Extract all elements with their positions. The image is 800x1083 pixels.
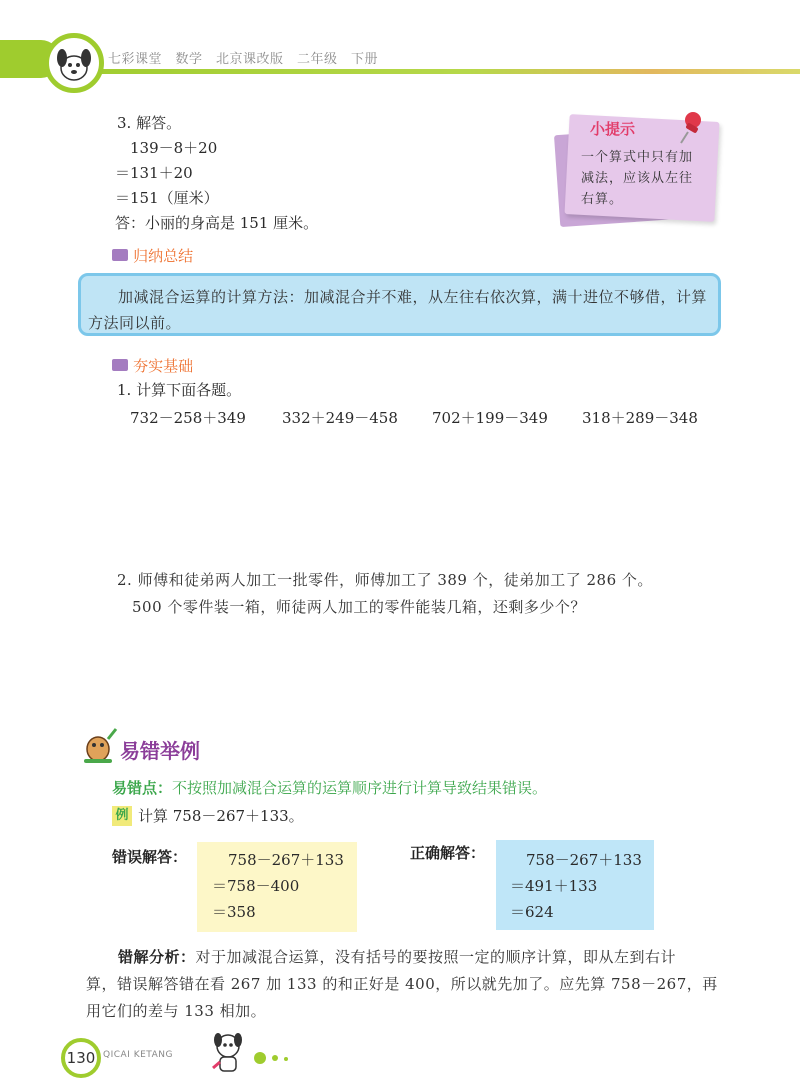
analysis-line1-row: [118, 944, 676, 971]
right-line-1: 758－267＋133: [526, 851, 642, 869]
header-title: 七彩课堂 数学 北京课改版 二年级 下册: [108, 52, 379, 67]
dog-mascot-icon: [208, 1030, 248, 1078]
mascot-pointer-icon: [78, 725, 118, 765]
mistakes-heading: 易错举例: [120, 739, 200, 763]
page-number: 130: [61, 1038, 101, 1078]
tip-title: 小提示: [590, 120, 636, 138]
expr-3: 702＋199－349: [432, 409, 548, 427]
footer-dot-large: [254, 1052, 266, 1064]
pushpin-icon: [676, 110, 706, 146]
mistake-point-row: [112, 778, 547, 798]
header-rule: [60, 69, 800, 74]
basics-heading: 夯实基础: [133, 357, 194, 375]
q3-line3: ＝151（厘米）: [115, 189, 219, 207]
wrong-line-1: 758－267＋133: [228, 851, 344, 869]
footer-brand: QICAI KETANG: [103, 1050, 173, 1060]
summary-text: 加减混合运算的计算方法：加减混合并不难，从左往右依次算，满十进位不够借，计算方法同以前。: [88, 288, 708, 332]
tip-text: 一个算式中只有加减法，应该从左往右算。: [581, 150, 694, 207]
example-text: 计算 758－267＋133。: [138, 807, 304, 825]
book-icon: [112, 359, 128, 371]
analysis-line3: 用它们的差与 133 相加。: [86, 1002, 267, 1020]
q3-line2: ＝131＋20: [115, 164, 193, 182]
basics-q2-line1: 2. 师傅和徒弟两人加工一批零件，师傅加工了 389 个，徒弟加工了 286 个。: [117, 571, 653, 589]
analysis-label: 错解分析：: [118, 948, 196, 966]
mascot-badge: [44, 33, 104, 93]
wrong-line-3: ＝358: [212, 903, 256, 921]
analysis-line2: 算，错误解答错在看 267 加 133 的和正好是 400，所以就先加了。应先算 758－267，再: [86, 975, 718, 993]
q3-line1: 139－8＋20: [130, 139, 218, 157]
right-line-3: ＝624: [510, 903, 554, 921]
summary-heading: 归纳总结: [133, 247, 194, 265]
book-icon: [112, 249, 128, 261]
basics-q2-line2: 500 个零件装一箱，师徒两人加工的零件能装几箱，还剩多少个？: [132, 598, 586, 616]
wrong-label: 错误解答：: [112, 848, 188, 866]
mistake-point-text: 不按照加减混合运算的运算顺序进行计算导致结果错误。: [172, 779, 548, 797]
summary-heading-row: [112, 245, 193, 266]
right-line-2: ＝491＋133: [510, 877, 598, 895]
example-badge: 例: [112, 806, 132, 826]
analysis-line1: 对于加减混合运算，没有括号的要按照一定的顺序计算，即从左到右计: [195, 948, 677, 966]
footer-dot-medium: [272, 1055, 278, 1061]
right-label: 正确解答：: [410, 844, 486, 862]
q3-answer: 答：小丽的身高是 151 厘米。: [115, 214, 319, 232]
footer-dot-small: [284, 1057, 288, 1061]
mistake-point-label: 易错点：: [112, 779, 173, 797]
expr-4: 318＋289－348: [582, 409, 698, 427]
expr-1: 732－258＋349: [130, 409, 246, 427]
q3-heading: 3. 解答。: [117, 114, 182, 132]
basics-heading-row: [112, 355, 193, 376]
wrong-line-2: ＝758－400: [212, 877, 300, 895]
expr-2: 332＋249－458: [282, 409, 398, 427]
basics-q1: 1. 计算下面各题。: [117, 381, 242, 399]
dog-mascot-icon: [49, 38, 99, 88]
